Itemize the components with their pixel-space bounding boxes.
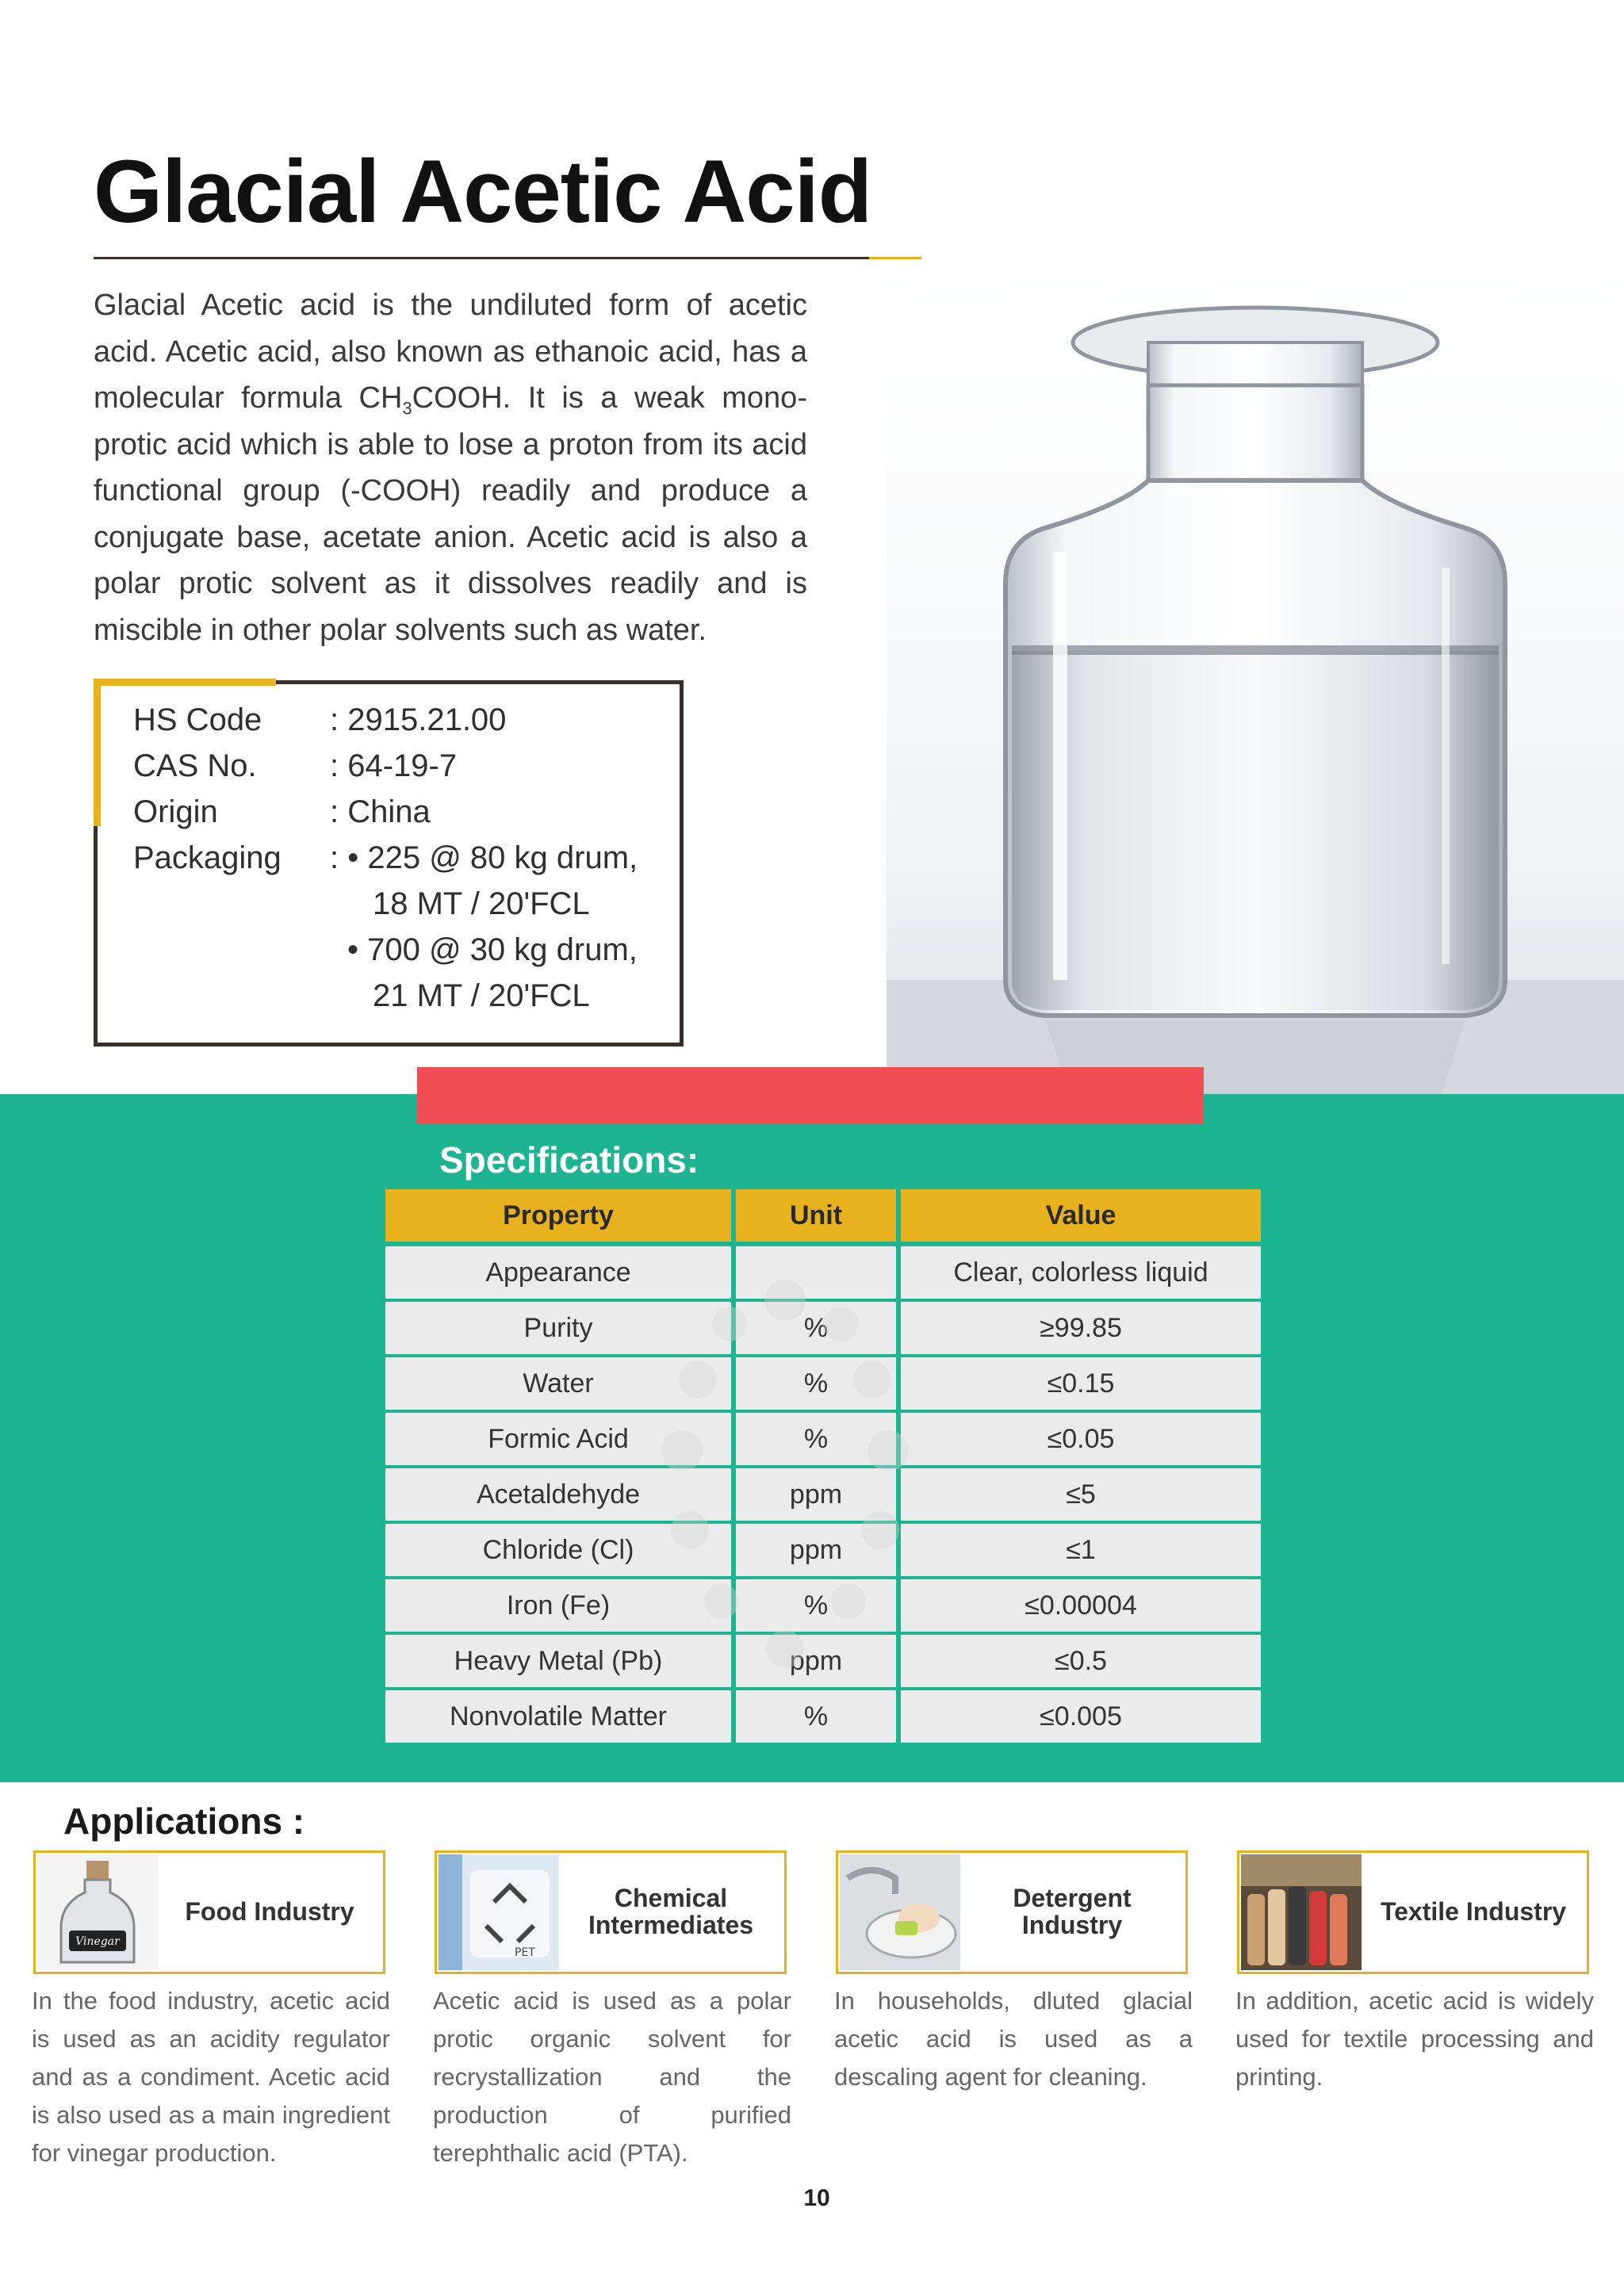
cell-property: Nonvolatile Matter — [385, 1690, 731, 1743]
decorative-red-bar — [417, 1067, 1204, 1124]
cell-value: ≤0.005 — [901, 1690, 1261, 1743]
cell-unit: % — [736, 1302, 896, 1354]
watermark-pattern — [634, 1269, 936, 1712]
formula-subscript: 3 — [402, 398, 412, 419]
page-number: 10 — [803, 2185, 830, 2211]
cell-unit: ppm — [736, 1468, 896, 1521]
cell-property: Iron (Fe) — [385, 1579, 731, 1632]
application-card-detergent — [836, 1850, 1188, 1974]
cell-unit: % — [736, 1413, 896, 1465]
origin-value: : China — [330, 794, 431, 829]
application-card-chemical — [435, 1850, 787, 1974]
hs-code-label: HS Code — [133, 702, 262, 737]
cell-unit: % — [736, 1579, 896, 1632]
packaging-line-2: 18 MT / 20'FCL — [373, 886, 590, 921]
cell-value: ≤0.15 — [901, 1357, 1261, 1410]
cell-value: Clear, colorless liquid — [901, 1246, 1261, 1299]
info-box-accent-top — [94, 679, 276, 686]
table-header-row — [385, 1189, 1261, 1242]
intro-paragraph: Glacial Acetic acid is the undiluted form of acetic acid. Acetic acid, also known as ethanoic acid, has a molecular formula $CH_3COOH$. It is a weak mono-protic acid which is able to lose a proton from its acid functional group (-COOH) readily and produce a conjugate base, acetate anion. Acetic acid is also a polar protic solvent as it dissolves readily and is miscible in other polar solvents such as water. — [94, 289, 807, 647]
cas-no-value: : 64-19-7 — [330, 748, 458, 783]
cell-value: ≤5 — [901, 1468, 1261, 1521]
recycling-pet-icon — [439, 1854, 559, 1970]
cell-value: ≤1 — [901, 1524, 1261, 1576]
application-desc-food: In the food industry, acetic acid is used as an acidity regulator and as a condiment. Acetic acid is also used as a main ingredient for vinegar production. — [32, 1987, 390, 2167]
cell-value: ≥99.85 — [901, 1302, 1261, 1354]
cell-property: Chloride (Cl) — [385, 1524, 731, 1576]
header-value: Value — [901, 1189, 1261, 1242]
thread-spools-icon — [1241, 1854, 1362, 1970]
cell-value: ≤0.00004 — [901, 1579, 1261, 1632]
packaging-line-1: : • 225 @ 80 kg drum, — [330, 840, 638, 875]
cell-property: Formic Acid — [385, 1413, 731, 1465]
cell-property: Acetaldehyde — [385, 1468, 731, 1521]
packaging-line-4: 21 MT / 20'FCL — [373, 978, 590, 1013]
application-desc-chemical: Acetic acid is used as a polar protic organic solvent for recrystallization and the production of purified terephthalic acid (PTA). — [433, 1987, 791, 2167]
cell-value: ≤0.05 — [901, 1413, 1261, 1465]
application-label: Detergent Industry — [1013, 1884, 1132, 1939]
application-desc-detergent: In households, dluted glacial acetic acid is used as a descaling agent for cleaning. — [834, 1987, 1193, 2091]
origin-label: Origin — [133, 794, 218, 829]
reagent-bottle-image — [887, 266, 1624, 1094]
specifications-title: Specifications: — [439, 1139, 699, 1181]
cell-unit: % — [736, 1690, 896, 1743]
cas-no-label: CAS No. — [133, 748, 257, 783]
page-title: Glacial Acetic Acid — [94, 142, 872, 241]
header-unit: Unit — [736, 1189, 896, 1242]
cell-property: Appearance — [385, 1246, 731, 1299]
application-label: Chemical Intermediates — [588, 1884, 754, 1939]
cell-unit: ppm — [736, 1635, 896, 1687]
dish-washing-icon — [840, 1854, 960, 1970]
svg-text:PET: PET — [515, 1946, 535, 1959]
title-underline-accent — [869, 257, 921, 259]
application-card-textile — [1237, 1850, 1589, 1974]
application-label: Food Industry — [185, 1897, 354, 1927]
header-property: Property — [385, 1189, 731, 1242]
packaging-label: Packaging — [133, 840, 282, 875]
cell-property: Water — [385, 1357, 731, 1410]
bottle-illustration — [887, 266, 1624, 1094]
applications-title: Applications : — [63, 1800, 305, 1842]
info-box-accent-left — [94, 679, 101, 826]
application-label: Textile Industry — [1380, 1897, 1567, 1927]
application-card-food — [33, 1850, 385, 1974]
svg-text:Vinegar: Vinegar — [75, 1935, 120, 1948]
cell-value: ≤0.5 — [901, 1635, 1261, 1687]
cell-property: Heavy Metal (Pb) — [385, 1635, 731, 1687]
cell-unit: ppm — [736, 1524, 896, 1576]
title-underline — [94, 257, 869, 259]
packaging-line-3: • 700 @ 30 kg drum, — [347, 932, 638, 967]
application-desc-textile: In addition, acetic acid is widely used for textile processing and printing. — [1235, 1987, 1594, 2091]
hs-code-value: : 2915.21.00 — [330, 702, 507, 737]
cell-unit: % — [736, 1357, 896, 1410]
vinegar-bottle-icon — [37, 1854, 158, 1970]
cell-property: Purity — [385, 1302, 731, 1354]
